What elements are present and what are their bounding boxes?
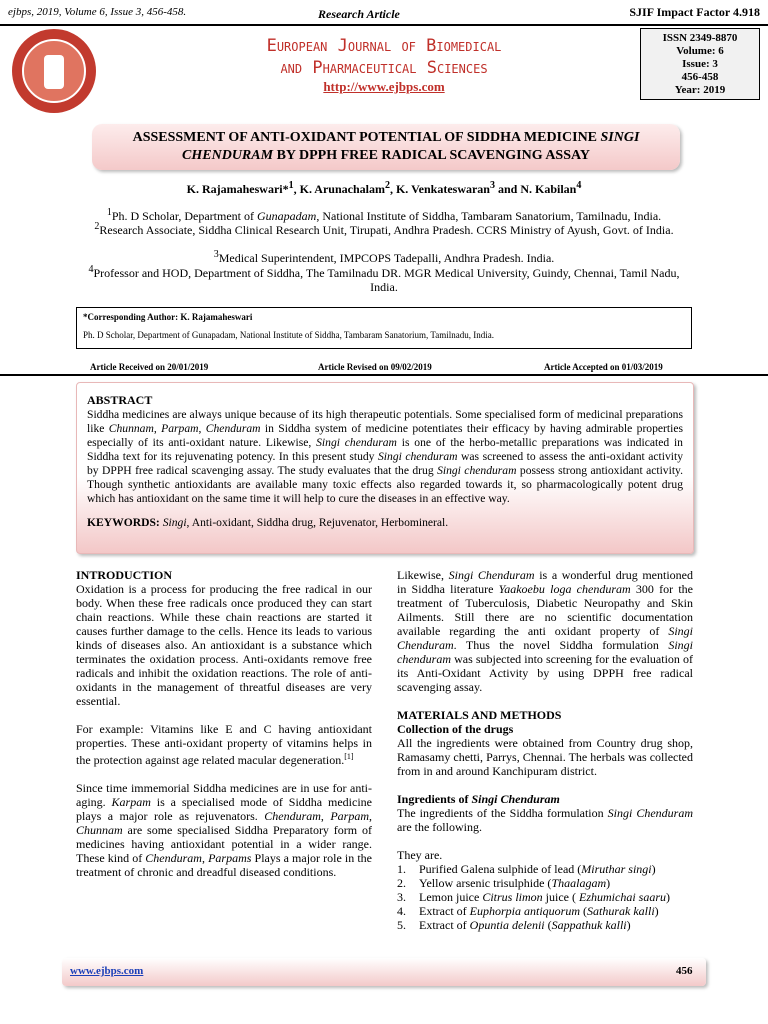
header-rule bbox=[0, 24, 768, 26]
corresponding-author-text: Ph. D Scholar, Department of Gunapadam, National Institute of Siddha, Tambaram Sanatorium, Tamilnadu, India. bbox=[83, 330, 494, 340]
impact-factor: SJIF Impact Factor 4.918 bbox=[629, 5, 760, 19]
introduction-heading: INTRODUCTION bbox=[76, 568, 173, 582]
intro-paragraph-3: Since time immemorial Siddha medicines are in use for anti-aging. Karpam is a specialised mode of Siddha medicine plays a major role as rejuvenators. Chenduram, Parpam, Chunnam are some specialised Siddha Preparatory form of medicines having antioxidant potential in a wider range. These kind of Chenduram, Parpams Plays a major role in the treatment of chronic and dreadful diseased conditions. bbox=[76, 781, 373, 879]
materials-methods-heading: MATERIALS AND METHODS bbox=[397, 708, 562, 722]
list-item: 5. Extract of Opuntia delenii (Sappathuk kalli) bbox=[397, 918, 631, 932]
author-list: K. Rajamaheswari*$^1$, K. Arunachalam$^2$, K. Venkateswaran$^3$ and N. Kabilan$^4$ bbox=[186, 180, 582, 196]
they-are-label: They are. bbox=[397, 848, 443, 862]
date-revised: Article Revised on 09/02/2019 bbox=[318, 362, 432, 372]
keywords: KEYWORDS: Singi, Anti-oxidant, Siddha drug, Rejuvenator, Herbomineral. bbox=[87, 516, 449, 529]
footer-url-link[interactable]: www.ejbps.com bbox=[70, 965, 144, 977]
year: Year: 2019 bbox=[674, 84, 726, 96]
collection-paragraph: All the ingredients were obtained from Country drug shop, Ramasamy chetti, Parrys, Chennai. The herbals was collected from in and around Kanchipuram district. bbox=[397, 736, 693, 778]
corresponding-author-heading: *Corresponding Author: K. Rajamaheswari bbox=[83, 312, 253, 322]
collection-heading: Collection of the drugs bbox=[397, 722, 514, 736]
affiliation-4: $^4$Professor and HOD, Department of Siddha, The Tamilnadu DR. MGR Medical University, Guindy, Chennai, Tamil Nadu, India. bbox=[88, 264, 680, 294]
list-item: 4. Extract of Euphorpia antiquorum (Sathurak kalli) bbox=[397, 904, 659, 918]
issn-box bbox=[640, 28, 760, 100]
date-accepted: Article Accepted on 01/03/2019 bbox=[544, 362, 663, 372]
list-item: 3. Lemon juice Citrus limon juice ( Ezhumichai saaru) bbox=[397, 890, 670, 904]
issn: ISSN 2349-8870 bbox=[662, 32, 738, 44]
right-column bbox=[397, 568, 693, 932]
date-received: Article Received on 20/01/2019 bbox=[90, 362, 209, 372]
corresponding-author-box bbox=[76, 307, 692, 349]
issue: Issue: 3 bbox=[682, 58, 718, 70]
footer-band bbox=[62, 958, 706, 986]
abstract-heading: ABSTRACT bbox=[87, 393, 153, 407]
abstract-text: Siddha medicines are always unique because of its high therapeutic potentials. Some specialised form of medicinal preparations like Chunnam, Parpam, Chenduram in Siddha system of medicine potentiates their efficacy by having admirable properties especially of its anti-oxidant nature. Likewise, Singi chenduram is one of the herbo-metallic preparations was indicated in Siddha text for its rejuvenating potency. In this present study Singi chenduram was screened to assess the anti-oxidant activity by DPPH free radical scavenging assay. The study evaluates that the drug Singi chenduram possess strong antioxidant activity. Though synthetic antioxidants are available many toxic effects also regarded towards it, so pharmacologically potent drug which has antioxidant on the same time it will help to cure the diseases in an effective way. bbox=[87, 408, 684, 505]
ingredients-list bbox=[397, 862, 693, 932]
article-type: Research Article bbox=[318, 7, 400, 21]
paper-title: ASSESSMENT OF ANTI-OXIDANT POTENTIAL OF SIDDHA MEDICINE SINGI CHENDURAM BY DPPH FREE RADICAL SCAVENGING ASSAY bbox=[92, 124, 680, 170]
journal-title-line2: and Pharmaceutical Sciences bbox=[280, 58, 488, 78]
left-column bbox=[76, 568, 372, 879]
abstract-box bbox=[76, 382, 694, 554]
affiliation-3: $^3$Medical Superintendent, IMPCOPS Tadepalli, Andhra Pradesh. India. bbox=[213, 249, 555, 265]
dates-rule bbox=[0, 374, 768, 376]
journal-title-line1: European Journal of Biomedical bbox=[266, 36, 502, 56]
affiliation-2: $^2$Research Associate, Siddha Clinical Research Unit, Tirupati, Andhra Pradesh. CCRS Ministry of Ayush, Govt. of India. bbox=[94, 221, 674, 237]
list-item: 2. Yellow arsenic trisulphide (Thaalagam) bbox=[397, 876, 611, 890]
journal-url-link[interactable]: http://www.ejbps.com bbox=[323, 79, 445, 94]
volume: Volume: 6 bbox=[676, 45, 724, 57]
affiliation-1: $^1$Ph. D Scholar, Department of Gunapadam, National Institute of Siddha, Tambaram Sanatorium, Tamilnadu, India. bbox=[106, 207, 662, 223]
running-citation: ejbps, 2019, Volume 6, Issue 3, 456-458. bbox=[8, 6, 187, 18]
likewise-paragraph: Likewise, Singi Chenduram is a wonderful drug mentioned in Siddha literature Yaakoebu loga chenduram 300 for the treatment of Tuberculosis, Diabetic Neuropathy and Skin Ailments. Still there are no scientific documentation available regarding the anti oxidant property of Singi Chenduram. Thus the novel Siddha formulation Singi chenduram was subjected into screening for the evaluation of its Anti-Oxidant Activity by using DPPH free radical scavenging assay. bbox=[397, 568, 693, 694]
page-number: 456 bbox=[676, 965, 693, 977]
ingredients-paragraph: The ingredients of the Siddha formulation Singi Chenduram are the following. bbox=[397, 806, 693, 834]
pages: 456-458 bbox=[681, 71, 719, 83]
intro-paragraph-2: For example: Vitamins like E and C having antioxidant properties. These anti-oxidant property of vitamins helps in the protection against age related macular degeneration.[1] bbox=[76, 722, 372, 767]
list-item: 1. Purified Galena sulphide of lead (Miruthar singi) bbox=[397, 862, 656, 876]
ingredients-heading: Ingredients of Singi Chenduram bbox=[397, 792, 560, 806]
intro-paragraph-1: Oxidation is a process for producing the free radical in our body. When these free radicals once produced they can start chain reactions. While these chain reactions are started it causes further damage to the cells. Hence its leads to various kinds of diseases also. An antioxidant is a substance which terminates the oxidation process. Anti-oxidants remove free radicals and inhibit the oxidation reactions. The role of anti-oxidants in the management of threatful diseases are very essential. bbox=[76, 582, 372, 708]
